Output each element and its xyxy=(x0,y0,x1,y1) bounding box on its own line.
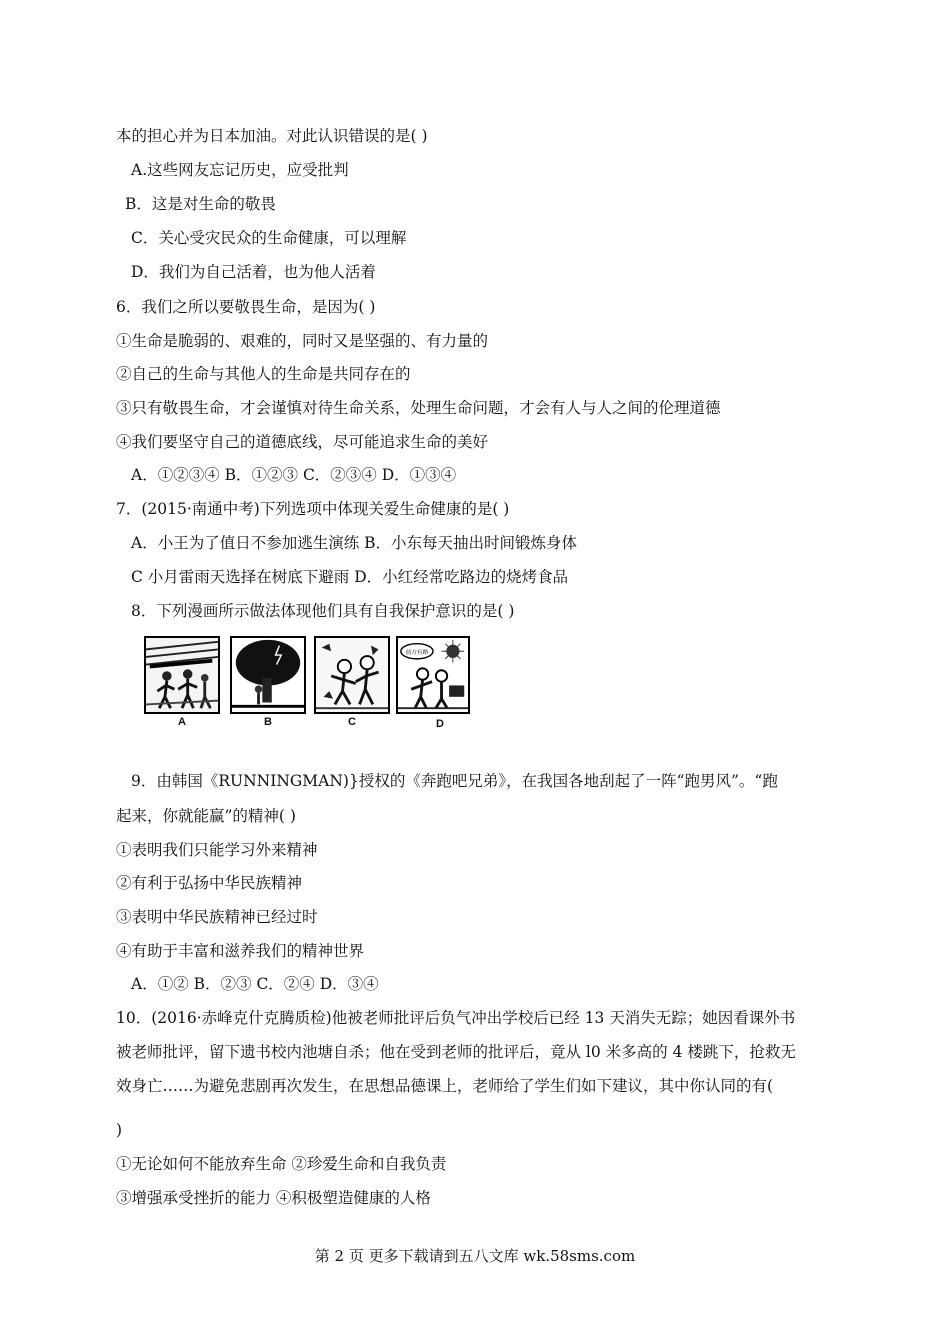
comic-panel-c xyxy=(314,636,390,714)
page-footer: 第 2 页 更多下载请到五八文库 wk.58sms.com xyxy=(314,1247,636,1265)
q5-option-a: A.这些网友忘记历史，应受批判 xyxy=(131,161,349,179)
comic-strip xyxy=(140,636,480,736)
q6-options: A．①②③④ B．①②③ C．②③④ D．①③④ xyxy=(131,466,457,484)
comic-panel-a xyxy=(144,636,220,714)
comic-panel-b xyxy=(230,636,306,714)
question-7-stem: 7．(2015·南通中考)下列选项中体现关爱生命健康的是( ) xyxy=(116,500,510,518)
q9-statement-3: ③表明中华民族精神已经过时 xyxy=(116,908,318,926)
comic-label-a: A xyxy=(178,716,186,728)
q9-statement-1: ①表明我们只能学习外来精神 xyxy=(116,841,318,859)
q7-options-ab: A．小王为了值日不参加逃生演练 B．小东每天抽出时间锻炼身体 xyxy=(131,534,578,552)
comic-sign-text: 前方有路 xyxy=(405,650,429,657)
comic-label-c: C xyxy=(348,716,356,728)
question-10-stem-line1: 10．(2016·赤峰克什克腾质检)他被老师批评后负气冲出学校后已经 13 天消失无踪；她因看课外书 xyxy=(116,1009,796,1027)
question-10-stem-line3: 效身亡……为避免悲剧再次发生，在思想品德课上，老师给了学生们如下建议，其中你认同的有( xyxy=(116,1077,774,1095)
q6-statement-4: ④我们要坚守自己的道德底线，尽可能追求生命的美好 xyxy=(116,433,489,451)
q9-options: A．①② B．②③ C．②④ D．③④ xyxy=(131,975,379,993)
q10-statements-34: ③增强承受挫折的能力 ④积极塑造健康的人格 xyxy=(116,1189,431,1207)
q6-statement-2: ②自己的生命与其他人的生命是共同存在的 xyxy=(116,365,411,383)
q10-statements-12: ①无论如何不能放弃生命 ②珍爱生命和自我负责 xyxy=(116,1155,447,1173)
q6-statement-1: ①生命是脆弱的、艰难的，同时又是坚强的、有力量的 xyxy=(116,332,489,350)
q6-statement-3: ③只有敬畏生命，才会谨慎对待生命关系，处理生命问题，才会有人与人之间的伦理道德 xyxy=(116,399,721,417)
q9-statement-4: ④有助于丰富和滋养我们的精神世界 xyxy=(116,942,365,960)
q5-option-d: D．我们为自己活着，也为他人活着 xyxy=(131,263,376,281)
comic-label-d: D xyxy=(436,718,444,730)
question-10-stem-line4: ) xyxy=(116,1121,123,1139)
q5-option-b: B．这是对生命的敬畏 xyxy=(125,195,276,213)
question-9-stem-line2: 起来，你就能赢”的精神( ) xyxy=(116,807,296,825)
comic-label-b: B xyxy=(264,716,272,728)
q9-statement-2: ②有利于弘扬中华民族精神 xyxy=(116,874,303,892)
q7-options-cd: C 小月雷雨天选择在树底下避雨 D．小红经常吃路边的烧烤食品 xyxy=(131,568,569,586)
question-6-stem: 6．我们之所以要敬畏生命，是因为( ) xyxy=(116,298,376,316)
question-8-stem: 8．下列漫画所示做法体现他们具有自我保护意识的是( ) xyxy=(131,602,515,620)
question-9-stem-line1: 9．由韩国《RUNNINGMAN)}授权的《奔跑吧兄弟》，在我国各地刮起了一阵“跑男风”。“跑 xyxy=(131,772,778,790)
question-5-stem-end: 本的担心并为日本加油。对此认识错误的是( ) xyxy=(116,127,428,145)
question-10-stem-line2: 被老师批评，留下遗书校内池塘自杀；他在受到老师的批评后，竟从 l0 米多高的 4 楼跳下，抢救无 xyxy=(116,1043,796,1061)
q5-option-c: C．关心受灾民众的生命健康，可以理解 xyxy=(131,229,407,247)
comic-panel-d xyxy=(396,636,470,714)
